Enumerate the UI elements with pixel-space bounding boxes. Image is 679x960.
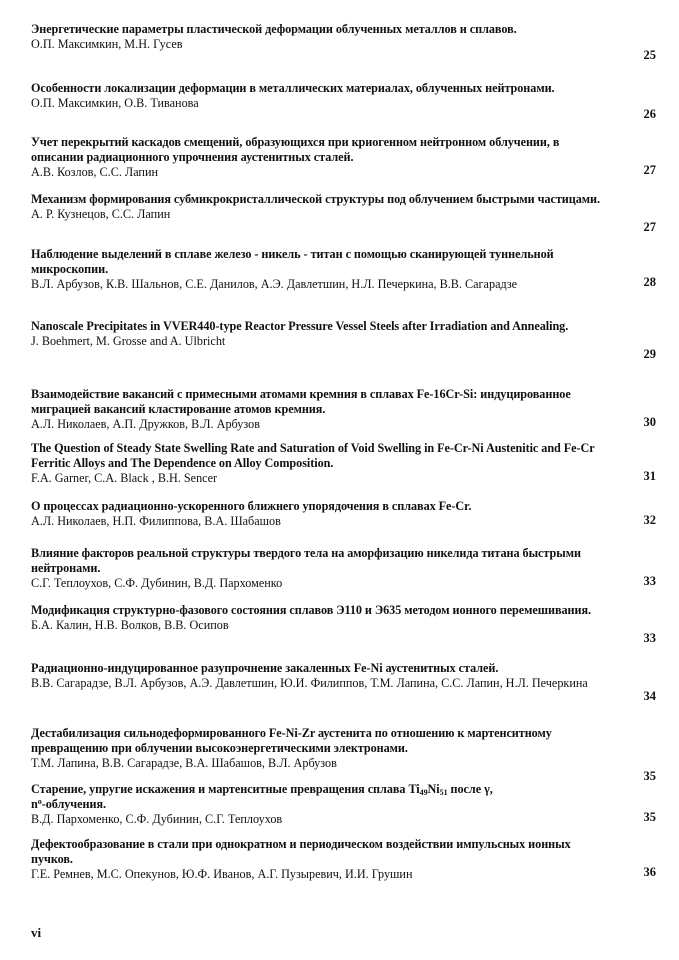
title-part: Старение, упругие искажения и мартенситные превращения сплава Ti — [31, 782, 420, 796]
toc-entry — [31, 546, 656, 591]
toc-entry — [31, 135, 656, 180]
toc-entry — [31, 661, 656, 703]
entry-title: Энергетические параметры пластической деформации облученных металлов и сплавов. — [31, 22, 517, 36]
entry-authors: Б.А. Калин, Н.В. Волков, В.В. Осипов — [31, 618, 229, 632]
entry-page: 33 — [643, 574, 656, 588]
toc-entry — [31, 247, 656, 292]
toc-entry — [31, 837, 656, 882]
entry-authors: J. Boehmert, M. Grosse and A. Ulbricht — [31, 334, 226, 348]
entry-page: 35 — [643, 769, 656, 783]
title-part: -облучения. — [41, 797, 106, 811]
entry-authors: В.Д. Пархоменко, С.Ф. Дубинин, С.Г. Теплоухов — [31, 812, 283, 826]
entry-page: 34 — [643, 689, 656, 703]
title-superscript: o — [37, 797, 42, 806]
title-part: n — [31, 797, 38, 811]
footer-page-number: vi — [31, 925, 42, 940]
entry-page: 36 — [643, 865, 656, 879]
toc-entry — [31, 387, 656, 432]
entry-title: Nanoscale Precipitates in VVER440-type Reactor Pressure Vessel Steels after Irradiation and Annealing. — [31, 319, 569, 333]
entry-title: Модификация структурно-фазового состояния сплавов Э110 и Э635 методом ионного перемешивания. — [31, 603, 592, 617]
entry-title: The Question of Steady State Swelling Rate and Saturation of Void Swelling in Fe-Cr-Ni Austenitic and Fe-Cr Ferritic Alloys and The Dependence on Alloy Composition. — [31, 441, 595, 470]
entry-page: 27 — [643, 220, 656, 234]
toc-entry — [31, 319, 656, 361]
entry-title: Взаимодействие вакансий с примесными атомами кремния в сплавах Fe-16Cr-Si: индуцированное миграцией вакансий кластирование атомов кремния. — [31, 387, 571, 416]
entry-title: Особенности локализации деформации в металлических материалах, облученных нейтронами. — [31, 81, 555, 95]
entry-authors: О.П. Максимкин, О.В. Тиванова — [31, 96, 199, 110]
toc-entry — [31, 81, 656, 121]
entry-title: Механизм формирования субмикрокристаллической структуры под облучением быстрыми частицами. — [31, 192, 601, 206]
entry-title: Наблюдение выделений в сплаве железо - никель - титан с помощью сканирующей туннельной микроскопии. — [31, 247, 554, 276]
entry-page: 31 — [643, 469, 656, 483]
toc-entry — [31, 782, 656, 827]
toc-entry — [31, 441, 656, 486]
entry-authors: Г.Е. Ремнев, М.С. Опекунов, Ю.Ф. Иванов, А.Г. Пузыревич, И.И. Грушин — [31, 867, 413, 881]
entry-authors: А. Р. Кузнецов, С.С. Лапин — [31, 207, 171, 221]
entry-page: 30 — [643, 415, 656, 429]
entry-title: Радиационно-индуцированное разупрочнение закаленных Fe-Ni аустенитных сталей. — [31, 661, 499, 675]
entry-authors: F.A. Garner, C.A. Black , B.H. Sencer — [31, 471, 218, 485]
toc-entry — [31, 192, 656, 234]
entry-page: 26 — [643, 107, 656, 121]
toc-entry — [31, 726, 656, 783]
toc-entry — [31, 499, 656, 529]
entry-page: 25 — [643, 48, 656, 62]
entry-title: Учет перекрытий каскадов смещений, образующихся при криогенном нейтронном облучении, в описании радиационного упрочнения аустенитных сталей. — [31, 135, 560, 164]
entry-page: 28 — [643, 275, 656, 289]
entry-title — [31, 782, 611, 812]
entry-authors: А.В. Козлов, С.С. Лапин — [31, 165, 159, 179]
title-part: после γ, — [447, 782, 493, 796]
entry-authors: А.Л. Николаев, А.П. Дружков, В.Л. Арбузов — [31, 417, 260, 431]
title-part: Ni — [427, 782, 440, 796]
entry-authors: В.Л. Арбузов, К.В. Шальнов, С.Е. Данилов, А.Э. Давлетшин, Н.Л. Печеркина, В.В. Сагарадзе — [31, 277, 518, 291]
entry-authors: А.Л. Николаев, Н.П. Филиппова, В.А. Шабашов — [31, 514, 281, 528]
entry-title: О процессах радиационно-ускоренного ближнего упорядочения в сплавах Fe-Cr. — [31, 499, 472, 513]
entry-authors: С.Г. Теплоухов, С.Ф. Дубинин, В.Д. Пархоменко — [31, 576, 283, 590]
entry-authors: В.В. Сагарадзе, В.Л. Арбузов, А.Э. Давлетшин, Ю.И. Филиппов, Т.М. Лапина, С.С. Лапин, Н.Л. Печеркина — [31, 676, 588, 690]
entry-authors: О.П. Максимкин, М.Н. Гусев — [31, 37, 183, 51]
entry-page: 32 — [643, 513, 656, 527]
entry-page: 29 — [643, 347, 656, 361]
entry-page: 35 — [643, 810, 656, 824]
title-subscript: 51 — [439, 788, 448, 797]
entry-title: Дестабилизация сильнодеформированного Fe-Ni-Zr аустенита по отношению к мартенситному превращению при облучении высокоэнергетическими электронами. — [31, 726, 552, 755]
entry-page: 27 — [643, 163, 656, 177]
toc-entry — [31, 22, 656, 62]
toc-entry — [31, 603, 656, 645]
title-subscript: 49 — [419, 788, 428, 797]
entry-title: Дефектообразование в стали при однократном и периодическом воздействии импульсных ионных пучков. — [31, 837, 571, 866]
entry-page: 33 — [643, 631, 656, 645]
entry-authors: Т.М. Лапина, В.В. Сагарадзе, В.А. Шабашов, В.Л. Арбузов — [31, 756, 337, 770]
entry-title: Влияние факторов реальной структуры твердого тела на аморфизацию никелида титана быстрыми нейтронами. — [31, 546, 581, 575]
